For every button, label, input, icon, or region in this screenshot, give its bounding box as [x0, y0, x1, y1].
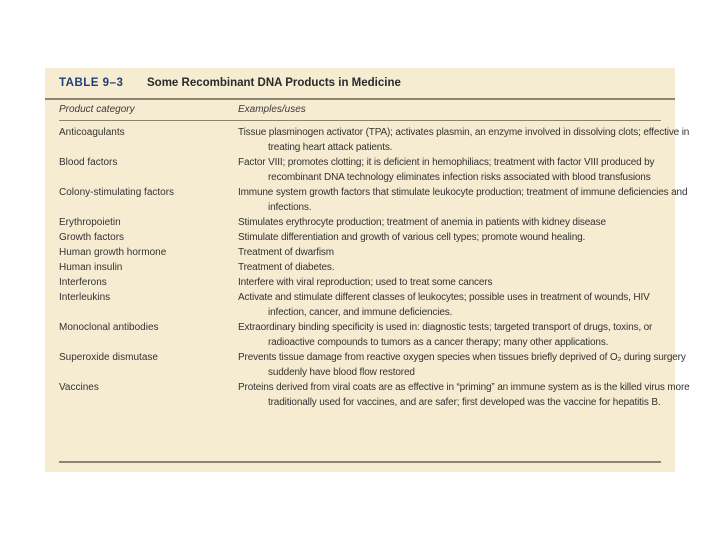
table-body	[45, 125, 690, 410]
examples-uses: Interfere with viral reproduction; used to treat some cancers	[238, 277, 493, 288]
bottom-rule	[59, 461, 661, 463]
table-row	[45, 155, 675, 185]
column-header-category: Product category	[59, 104, 135, 115]
product-category: Erythropoietin	[59, 217, 121, 228]
column-header-examples: Examples/uses	[238, 104, 306, 115]
table-panel	[45, 68, 690, 472]
examples-uses: Stimulate differentiation and growth of various cell types; promote wound healing.	[238, 232, 586, 243]
table-row	[45, 230, 675, 245]
table-row	[45, 320, 675, 350]
table-row	[45, 125, 690, 155]
table-row	[45, 290, 675, 320]
table-number: TABLE 9–3	[59, 77, 124, 89]
examples-uses: Stimulates erythrocyte production; treatment of anemia in patients with kidney disease	[238, 217, 606, 228]
examples-uses: Activate and stimulate different classes of leukocytes; possible uses in treatment of wounds, HIV infection, cancer, and immune deficiencies.	[238, 292, 650, 318]
header-rule	[59, 120, 661, 121]
product-category: Human insulin	[59, 262, 123, 273]
examples-uses: Tissue plasminogen activator (TPA); activates plasmin, an enzyme involved in dissolving clots; effective in treating heart attack patients.	[238, 127, 690, 153]
examples-uses: Treatment of diabetes.	[238, 262, 335, 273]
examples-uses: Treatment of dwarfism	[238, 247, 334, 258]
table-row	[45, 380, 690, 410]
table-row	[45, 245, 675, 260]
product-category: Interferons	[59, 277, 107, 288]
table-row	[45, 275, 675, 290]
product-category: Superoxide dismutase	[59, 352, 158, 363]
table-row	[45, 215, 675, 230]
product-category: Anticoagulants	[59, 127, 125, 138]
examples-uses: Immune system growth factors that stimulate leukocyte production; treatment of immune deficiencies and infections.	[238, 187, 688, 213]
product-category: Colony-stimulating factors	[59, 187, 175, 198]
product-category: Interleukins	[59, 292, 111, 303]
examples-uses: Extraordinary binding specificity is used in: diagnostic tests; targeted transport of drugs, toxins, or radioactive compounds to tumors as a cancer therapy; many other applications.	[238, 322, 653, 348]
table-title-row	[45, 68, 675, 100]
table-row	[45, 350, 686, 380]
product-category: Monoclonal antibodies	[59, 322, 159, 333]
product-category: Vaccines	[59, 382, 99, 393]
table-row	[45, 260, 675, 275]
examples-uses: Proteins derived from viral coats are as effective in “priming” an immune system as is the killed virus more traditionally used for vaccines, and are safer; first developed was the vaccine for hepatitis B.	[238, 382, 690, 408]
table-row	[45, 185, 688, 215]
product-category: Growth factors	[59, 232, 125, 243]
examples-uses: Factor VIII; promotes clotting; it is deficient in hemophiliacs; treatment with factor VIII produced by recombinant DNA technology eliminates infection risks associated with blood transfusions	[238, 157, 655, 183]
product-category: Human growth hormone	[59, 247, 167, 258]
examples-uses: Prevents tissue damage from reactive oxygen species when tissues briefly deprived of O₂ during surgery suddenly have blood flow restored	[238, 352, 686, 378]
table-title: Some Recombinant DNA Products in Medicine	[147, 77, 401, 89]
product-category: Blood factors	[59, 157, 118, 168]
